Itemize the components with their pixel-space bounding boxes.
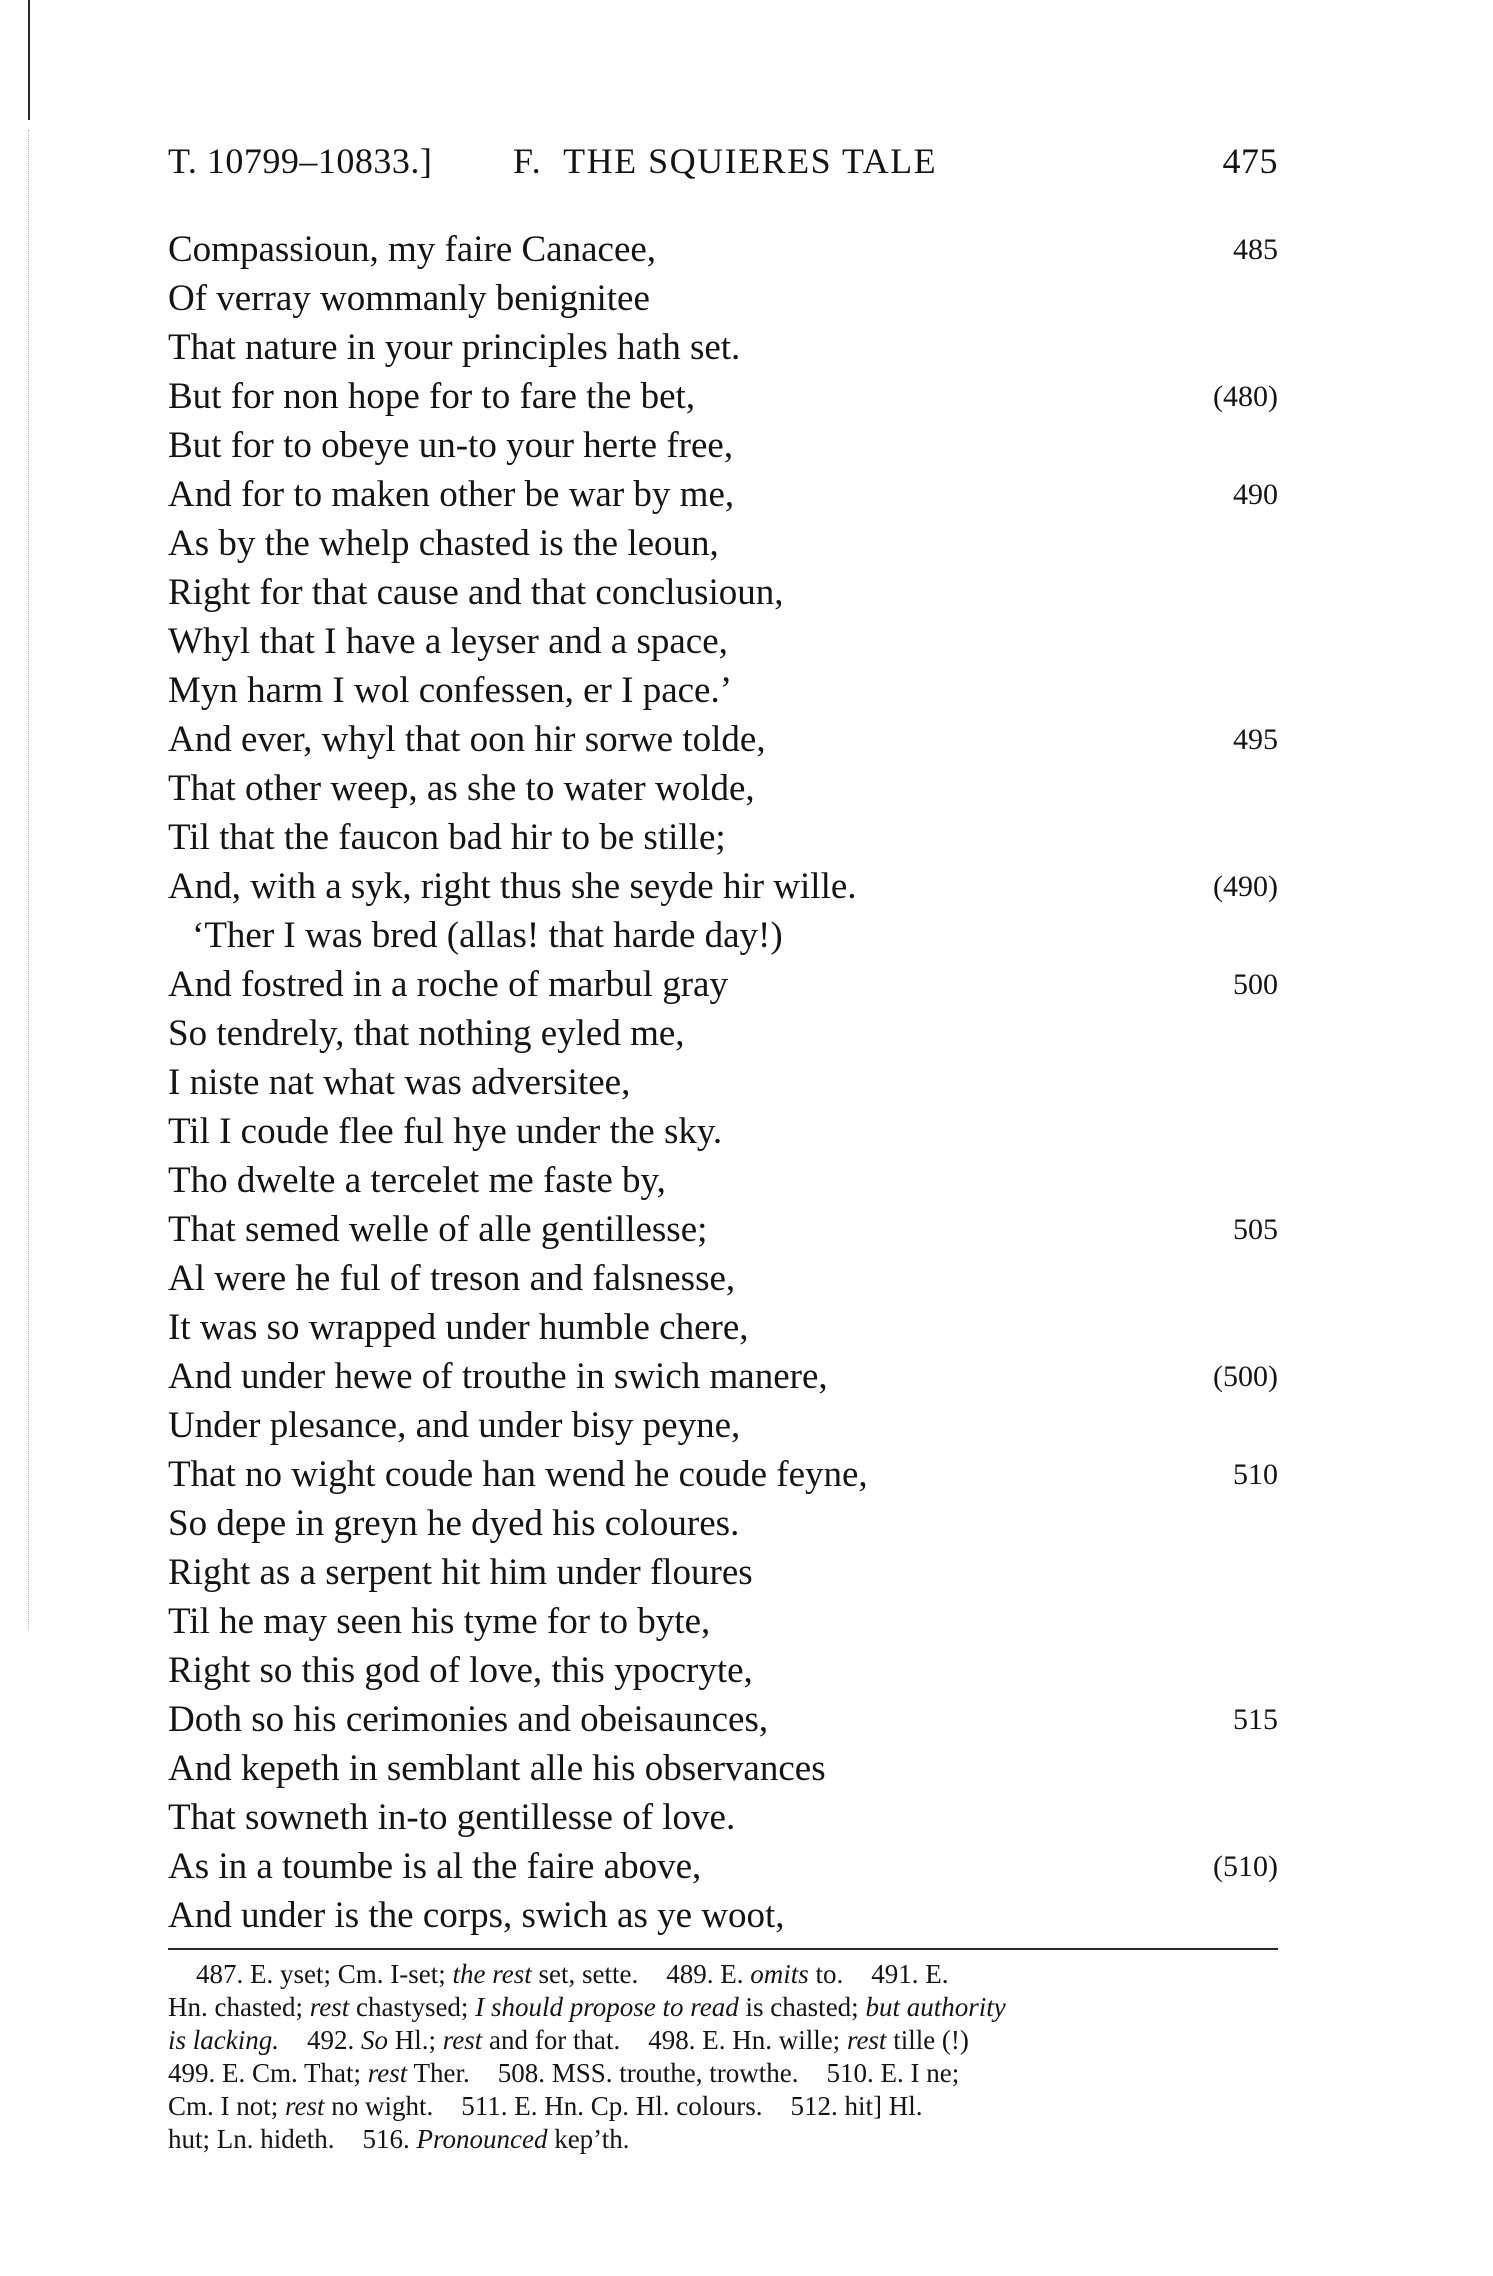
footnote-line: hut; Ln. hideth. 516. Pronounced kep’th. bbox=[168, 2124, 630, 2154]
footnote-rule bbox=[168, 1948, 1278, 1950]
verse-text: I niste nat what was adversitee, bbox=[168, 1062, 631, 1103]
line-number: (510) bbox=[1213, 1850, 1278, 1883]
verse-line bbox=[168, 1303, 1278, 1352]
verse-text: Right for that cause and that conclusioun, bbox=[168, 572, 784, 613]
verse-text: Til I coude flee ful hye under the sky. bbox=[168, 1111, 723, 1152]
verse-line bbox=[168, 617, 1278, 666]
verse-line bbox=[168, 1548, 1278, 1597]
verse-line bbox=[168, 1401, 1278, 1450]
verse-line bbox=[168, 911, 1278, 960]
section-title bbox=[513, 140, 937, 182]
verse-text: And fostred in a roche of marbul gray bbox=[168, 964, 728, 1005]
verse-text: Right so this god of love, this ypocryte, bbox=[168, 1650, 753, 1691]
verse-text: And, with a syk, right thus she seyde hir wille. bbox=[168, 866, 857, 907]
verse-line bbox=[168, 1450, 1278, 1499]
verse-line bbox=[168, 1156, 1278, 1205]
verse-line bbox=[168, 323, 1278, 372]
verse-line bbox=[168, 666, 1278, 715]
verse-line bbox=[168, 372, 1278, 421]
running-header bbox=[168, 140, 1278, 200]
verse-line bbox=[168, 1842, 1278, 1891]
verse-line bbox=[168, 274, 1278, 323]
verse-text: That nature in your principles hath set. bbox=[168, 327, 741, 368]
verse-text: And under is the corps, swich as ye woot, bbox=[168, 1895, 785, 1936]
verse-line bbox=[168, 1744, 1278, 1793]
verse-line bbox=[168, 470, 1278, 519]
verse-text: Myn harm I wol confessen, er I pace.’ bbox=[168, 670, 733, 711]
note-499: 499. E. Cm. That; rest Ther. bbox=[168, 2058, 470, 2088]
line-number: 490 bbox=[1233, 478, 1278, 511]
footnote-line: is lacking. 492. So Hl.; rest and for that. 498. E. Hn. wille; rest tille (!) bbox=[168, 2025, 969, 2055]
verse-line bbox=[168, 1891, 1278, 1940]
verse-text: But for non hope for to fare the bet, bbox=[168, 376, 696, 417]
verse-line bbox=[168, 862, 1278, 911]
footnote-line bbox=[168, 1958, 1278, 1991]
verse-line bbox=[168, 1352, 1278, 1401]
note-487: 487. E. yset; Cm. I-set; the rest set, sette. bbox=[196, 1959, 639, 1989]
tale-title: THE SQUIERES TALE bbox=[563, 141, 938, 181]
line-number: 505 bbox=[1233, 1213, 1278, 1246]
verse-line bbox=[168, 1499, 1278, 1548]
verse-text: And kepeth in semblant alle his observances bbox=[168, 1748, 826, 1789]
verse-text: That sowneth in-to gentillesse of love. bbox=[168, 1797, 736, 1838]
verse-text: Til he may seen his tyme for to byte, bbox=[168, 1601, 711, 1642]
verse-text: Al were he ful of treson and falsnesse, bbox=[168, 1258, 736, 1299]
verse-line bbox=[168, 1254, 1278, 1303]
verse-line bbox=[168, 1058, 1278, 1107]
note-510: 510. E. I ne; bbox=[826, 2058, 960, 2088]
verse-line bbox=[168, 568, 1278, 617]
verse-text: And for to maken other be war by me, bbox=[168, 474, 735, 515]
verse-line bbox=[168, 1695, 1278, 1744]
note-498: 498. E. Hn. wille; rest tille (!) bbox=[648, 2025, 969, 2055]
verse-line bbox=[168, 1793, 1278, 1842]
verse-text: So depe in greyn he dyed his coloures. bbox=[168, 1503, 740, 1544]
note-489: 489. E. omits to. bbox=[666, 1959, 844, 1989]
verse-line bbox=[168, 960, 1278, 1009]
line-number: (480) bbox=[1213, 380, 1278, 413]
verse-text: That other weep, as she to water wolde, bbox=[168, 768, 755, 809]
verse-text: And ever, whyl that oon hir sorwe tolde, bbox=[168, 719, 766, 760]
verse-line bbox=[168, 519, 1278, 568]
verse-line bbox=[168, 1009, 1278, 1058]
verse-text: Of verray wommanly benignitee bbox=[168, 278, 650, 319]
line-range: T. 10799–10833.] bbox=[168, 141, 433, 181]
line-number: (490) bbox=[1213, 870, 1278, 903]
verse-line bbox=[168, 764, 1278, 813]
verse-text: And under hewe of trouthe in swich manere, bbox=[168, 1356, 828, 1397]
verse-line bbox=[168, 715, 1278, 764]
verse-line bbox=[168, 421, 1278, 470]
note-511: 511. E. Hn. Cp. Hl. colours. bbox=[461, 2091, 763, 2121]
verse-line bbox=[168, 1597, 1278, 1646]
verse-block bbox=[168, 225, 1278, 1940]
verse-text: Whyl that I have a leyser and a space, bbox=[168, 621, 728, 662]
footnote-line: Cm. I not; rest no wight. 511. E. Hn. Cp. Hl. colours. 512. hit] Hl. bbox=[168, 2091, 923, 2121]
note-492: 492. So Hl.; rest and for that. bbox=[306, 2025, 621, 2055]
verse-text: That semed welle of alle gentillesse; bbox=[168, 1209, 708, 1250]
verse-text: So tendrely, that nothing eyled me, bbox=[168, 1013, 685, 1054]
line-number: (500) bbox=[1213, 1360, 1278, 1393]
footnotes bbox=[168, 1958, 1278, 2156]
verse-line bbox=[168, 1107, 1278, 1156]
line-number: 510 bbox=[1233, 1458, 1278, 1491]
verse-text: Tho dwelte a tercelet me faste by, bbox=[168, 1160, 666, 1201]
scan-edge-line bbox=[28, 0, 30, 120]
page-number: 475 bbox=[1222, 141, 1278, 181]
verse-text: Doth so his cerimonies and obeisaunces, bbox=[168, 1699, 769, 1740]
verse-text: Til that the faucon bad hir to be stille; bbox=[168, 817, 726, 858]
note-491: 491. E. bbox=[871, 1959, 949, 1989]
verse-text: It was so wrapped under humble chere, bbox=[168, 1307, 749, 1348]
verse-line bbox=[168, 1205, 1278, 1254]
verse-line bbox=[168, 1646, 1278, 1695]
line-number: 515 bbox=[1233, 1703, 1278, 1736]
verse-text: Right as a serpent hit him under floures bbox=[168, 1552, 753, 1593]
verse-text: That no wight coude han wend he coude feyne, bbox=[168, 1454, 868, 1495]
verse-text: ‘Ther I was bred (allas! that harde day!) bbox=[192, 915, 783, 956]
footnote-line: Hn. chasted; rest chastysed; I should propose to read is chasted; but authority bbox=[168, 1992, 1006, 2022]
verse-text: But for to obeye un-to your herte free, bbox=[168, 425, 734, 466]
note-508: 508. MSS. trouthe, trowthe. bbox=[497, 2058, 799, 2088]
note-516: 516. Pronounced kep’th. bbox=[362, 2124, 630, 2154]
verse-text: Under plesance, and under bisy peyne, bbox=[168, 1405, 741, 1446]
verse-text: As in a toumbe is al the faire above, bbox=[168, 1846, 702, 1887]
footnote-line bbox=[168, 2057, 1278, 2090]
verse-text: Compassioun, my faire Canacee, bbox=[168, 229, 657, 270]
line-number: 500 bbox=[1233, 968, 1278, 1001]
verse-line bbox=[168, 225, 1278, 274]
verse-text: As by the whelp chasted is the leoun, bbox=[168, 523, 719, 564]
note-512: 512. hit] Hl. bbox=[790, 2091, 923, 2121]
line-number: 495 bbox=[1233, 723, 1278, 756]
section-letter: F. bbox=[513, 141, 543, 181]
line-number: 485 bbox=[1233, 233, 1278, 266]
verse-line bbox=[168, 813, 1278, 862]
scan-edge-artifact bbox=[28, 130, 30, 1630]
